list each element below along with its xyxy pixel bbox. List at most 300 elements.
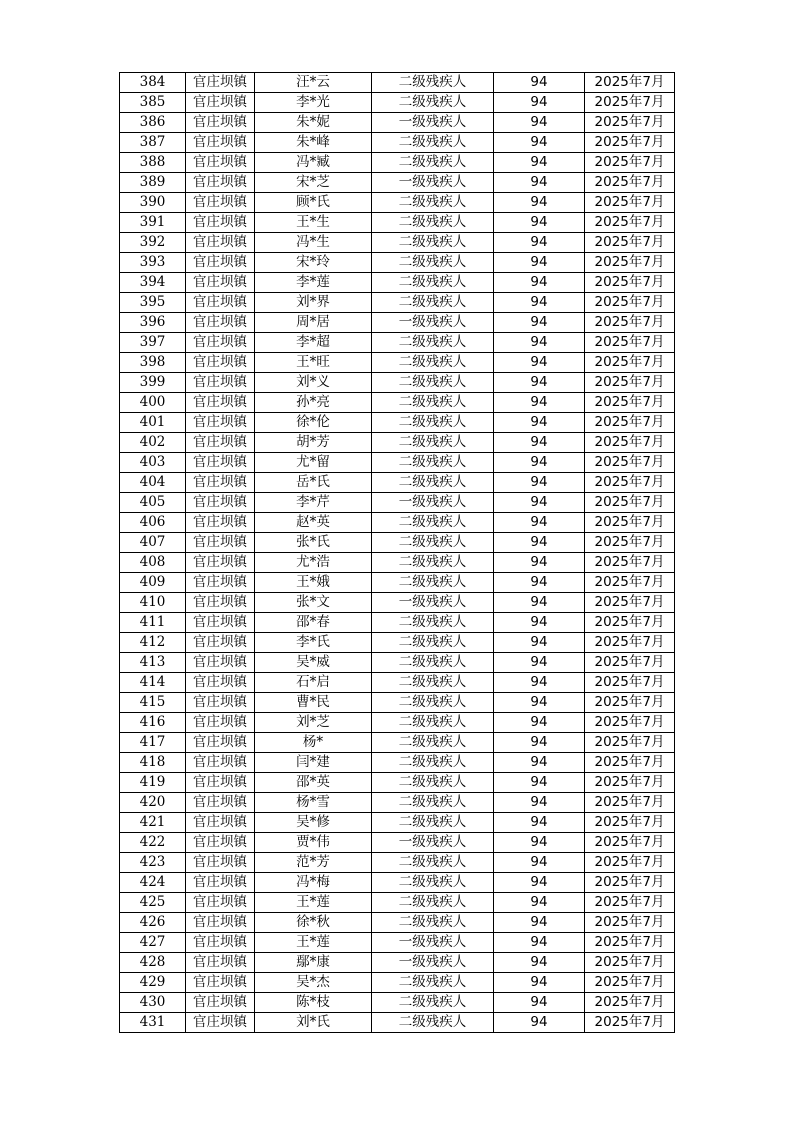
date-cell: 2025年7月 (585, 693, 675, 713)
table-row (120, 813, 675, 833)
table-row (120, 373, 675, 393)
date-cell: 2025年7月 (585, 313, 675, 333)
name-cell: 胡*芳 (255, 433, 372, 453)
table-row (120, 253, 675, 273)
date-cell: 2025年7月 (585, 373, 675, 393)
amount-cell: 94 (494, 173, 585, 193)
table-row (120, 573, 675, 593)
date-cell: 2025年7月 (585, 673, 675, 693)
row-number: 403 (120, 453, 186, 473)
town-cell: 官庄坝镇 (186, 773, 255, 793)
amount-cell: 94 (494, 813, 585, 833)
date-cell: 2025年7月 (585, 753, 675, 773)
roster-table (119, 72, 675, 1033)
amount-cell: 94 (494, 553, 585, 573)
disability-level-cell: 二级残疾人 (372, 453, 494, 473)
town-cell: 官庄坝镇 (186, 213, 255, 233)
name-cell: 王*旺 (255, 353, 372, 373)
name-cell: 徐*伦 (255, 413, 372, 433)
disability-level-cell: 二级残疾人 (372, 553, 494, 573)
date-cell: 2025年7月 (585, 353, 675, 373)
amount-cell: 94 (494, 93, 585, 113)
table-row (120, 693, 675, 713)
table-row (120, 913, 675, 933)
town-cell: 官庄坝镇 (186, 873, 255, 893)
name-cell: 吴*威 (255, 653, 372, 673)
disability-level-cell: 二级残疾人 (372, 433, 494, 453)
amount-cell: 94 (494, 613, 585, 633)
row-number: 430 (120, 993, 186, 1013)
row-number: 390 (120, 193, 186, 213)
disability-level-cell: 二级残疾人 (372, 793, 494, 813)
row-number: 393 (120, 253, 186, 273)
date-cell: 2025年7月 (585, 993, 675, 1013)
date-cell: 2025年7月 (585, 833, 675, 853)
date-cell: 2025年7月 (585, 933, 675, 953)
name-cell: 鄢*康 (255, 953, 372, 973)
date-cell: 2025年7月 (585, 433, 675, 453)
amount-cell: 94 (494, 853, 585, 873)
table-row (120, 153, 675, 173)
name-cell: 陈*枝 (255, 993, 372, 1013)
name-cell: 刘*氏 (255, 1013, 372, 1033)
row-number: 417 (120, 733, 186, 753)
amount-cell: 94 (494, 833, 585, 853)
disability-level-cell: 二级残疾人 (372, 813, 494, 833)
table-row (120, 433, 675, 453)
table-row (120, 93, 675, 113)
name-cell: 石*启 (255, 673, 372, 693)
disability-level-cell: 二级残疾人 (372, 693, 494, 713)
disability-level-cell: 二级残疾人 (372, 913, 494, 933)
disability-level-cell: 二级残疾人 (372, 413, 494, 433)
disability-level-cell: 二级残疾人 (372, 993, 494, 1013)
name-cell: 王*娥 (255, 573, 372, 593)
town-cell: 官庄坝镇 (186, 633, 255, 653)
disability-level-cell: 二级残疾人 (372, 893, 494, 913)
amount-cell: 94 (494, 473, 585, 493)
disability-level-cell: 二级残疾人 (372, 653, 494, 673)
town-cell: 官庄坝镇 (186, 333, 255, 353)
town-cell: 官庄坝镇 (186, 553, 255, 573)
town-cell: 官庄坝镇 (186, 673, 255, 693)
disability-level-cell: 二级残疾人 (372, 293, 494, 313)
disability-level-cell: 二级残疾人 (372, 273, 494, 293)
name-cell: 邵*英 (255, 773, 372, 793)
date-cell: 2025年7月 (585, 873, 675, 893)
row-number: 431 (120, 1013, 186, 1033)
disability-level-cell: 二级残疾人 (372, 233, 494, 253)
town-cell: 官庄坝镇 (186, 573, 255, 593)
disability-level-cell: 二级残疾人 (372, 673, 494, 693)
town-cell: 官庄坝镇 (186, 793, 255, 813)
table-row (120, 133, 675, 153)
amount-cell: 94 (494, 933, 585, 953)
amount-cell: 94 (494, 233, 585, 253)
row-number: 428 (120, 953, 186, 973)
date-cell: 2025年7月 (585, 73, 675, 93)
table-row (120, 553, 675, 573)
town-cell: 官庄坝镇 (186, 693, 255, 713)
town-cell: 官庄坝镇 (186, 853, 255, 873)
table-row (120, 413, 675, 433)
row-number: 402 (120, 433, 186, 453)
town-cell: 官庄坝镇 (186, 813, 255, 833)
table-row (120, 73, 675, 93)
town-cell: 官庄坝镇 (186, 653, 255, 673)
table-row (120, 793, 675, 813)
table-row (120, 313, 675, 333)
name-cell: 李*莲 (255, 273, 372, 293)
amount-cell: 94 (494, 273, 585, 293)
date-cell: 2025年7月 (585, 153, 675, 173)
date-cell: 2025年7月 (585, 953, 675, 973)
disability-level-cell: 一级残疾人 (372, 593, 494, 613)
date-cell: 2025年7月 (585, 813, 675, 833)
disability-level-cell: 二级残疾人 (372, 93, 494, 113)
disability-level-cell: 二级残疾人 (372, 573, 494, 593)
date-cell: 2025年7月 (585, 613, 675, 633)
amount-cell: 94 (494, 413, 585, 433)
amount-cell: 94 (494, 693, 585, 713)
disability-level-cell: 二级残疾人 (372, 213, 494, 233)
name-cell: 闫*建 (255, 753, 372, 773)
table-row (120, 953, 675, 973)
town-cell: 官庄坝镇 (186, 393, 255, 413)
amount-cell: 94 (494, 953, 585, 973)
disability-level-cell: 二级残疾人 (372, 973, 494, 993)
disability-level-cell: 二级残疾人 (372, 513, 494, 533)
amount-cell: 94 (494, 153, 585, 173)
disability-level-cell: 二级残疾人 (372, 153, 494, 173)
disability-level-cell: 二级残疾人 (372, 773, 494, 793)
town-cell: 官庄坝镇 (186, 73, 255, 93)
date-cell: 2025年7月 (585, 333, 675, 353)
table-row (120, 173, 675, 193)
date-cell: 2025年7月 (585, 593, 675, 613)
date-cell: 2025年7月 (585, 173, 675, 193)
name-cell: 周*居 (255, 313, 372, 333)
table-row (120, 533, 675, 553)
table-row (120, 293, 675, 313)
town-cell: 官庄坝镇 (186, 493, 255, 513)
amount-cell: 94 (494, 713, 585, 733)
disability-level-cell: 一级残疾人 (372, 833, 494, 853)
town-cell: 官庄坝镇 (186, 113, 255, 133)
amount-cell: 94 (494, 73, 585, 93)
date-cell: 2025年7月 (585, 453, 675, 473)
row-number: 408 (120, 553, 186, 573)
amount-cell: 94 (494, 433, 585, 453)
town-cell: 官庄坝镇 (186, 233, 255, 253)
disability-level-cell: 一级残疾人 (372, 113, 494, 133)
town-cell: 官庄坝镇 (186, 613, 255, 633)
row-number: 426 (120, 913, 186, 933)
disability-level-cell: 一级残疾人 (372, 313, 494, 333)
disability-level-cell: 一级残疾人 (372, 933, 494, 953)
town-cell: 官庄坝镇 (186, 533, 255, 553)
disability-level-cell: 二级残疾人 (372, 713, 494, 733)
table-row (120, 933, 675, 953)
town-cell: 官庄坝镇 (186, 373, 255, 393)
table-row (120, 973, 675, 993)
date-cell: 2025年7月 (585, 113, 675, 133)
table-row (120, 1013, 675, 1033)
amount-cell: 94 (494, 653, 585, 673)
row-number: 414 (120, 673, 186, 693)
name-cell: 刘*界 (255, 293, 372, 313)
table-row (120, 613, 675, 633)
disability-level-cell: 一级残疾人 (372, 173, 494, 193)
town-cell: 官庄坝镇 (186, 433, 255, 453)
name-cell: 杨* (255, 733, 372, 753)
name-cell: 赵*英 (255, 513, 372, 533)
town-cell: 官庄坝镇 (186, 933, 255, 953)
disability-level-cell: 二级残疾人 (372, 533, 494, 553)
table-row (120, 893, 675, 913)
town-cell: 官庄坝镇 (186, 93, 255, 113)
amount-cell: 94 (494, 253, 585, 273)
disability-level-cell: 二级残疾人 (372, 853, 494, 873)
row-number: 386 (120, 113, 186, 133)
disability-level-cell: 二级残疾人 (372, 473, 494, 493)
name-cell: 岳*氏 (255, 473, 372, 493)
name-cell: 王*莲 (255, 933, 372, 953)
row-number: 410 (120, 593, 186, 613)
amount-cell: 94 (494, 333, 585, 353)
row-number: 427 (120, 933, 186, 953)
date-cell: 2025年7月 (585, 1013, 675, 1033)
date-cell: 2025年7月 (585, 913, 675, 933)
amount-cell: 94 (494, 633, 585, 653)
amount-cell: 94 (494, 533, 585, 553)
date-cell: 2025年7月 (585, 493, 675, 513)
disability-level-cell: 二级残疾人 (372, 873, 494, 893)
amount-cell: 94 (494, 193, 585, 213)
row-number: 413 (120, 653, 186, 673)
name-cell: 冯*梅 (255, 873, 372, 893)
name-cell: 王*莲 (255, 893, 372, 913)
disability-level-cell: 二级残疾人 (372, 333, 494, 353)
town-cell: 官庄坝镇 (186, 713, 255, 733)
row-number: 385 (120, 93, 186, 113)
name-cell: 张*文 (255, 593, 372, 613)
date-cell: 2025年7月 (585, 973, 675, 993)
town-cell: 官庄坝镇 (186, 273, 255, 293)
row-number: 411 (120, 613, 186, 633)
disability-level-cell: 一级残疾人 (372, 493, 494, 513)
table-row (120, 713, 675, 733)
amount-cell: 94 (494, 993, 585, 1013)
row-number: 429 (120, 973, 186, 993)
amount-cell: 94 (494, 373, 585, 393)
row-number: 416 (120, 713, 186, 733)
name-cell: 贾*伟 (255, 833, 372, 853)
table-row (120, 753, 675, 773)
table-row (120, 393, 675, 413)
disability-level-cell: 二级残疾人 (372, 373, 494, 393)
name-cell: 李*超 (255, 333, 372, 353)
date-cell: 2025年7月 (585, 213, 675, 233)
table-row (120, 213, 675, 233)
date-cell: 2025年7月 (585, 653, 675, 673)
town-cell: 官庄坝镇 (186, 973, 255, 993)
date-cell: 2025年7月 (585, 633, 675, 653)
name-cell: 朱*妮 (255, 113, 372, 133)
date-cell: 2025年7月 (585, 393, 675, 413)
table-row (120, 113, 675, 133)
row-number: 401 (120, 413, 186, 433)
row-number: 396 (120, 313, 186, 333)
town-cell: 官庄坝镇 (186, 1013, 255, 1033)
name-cell: 徐*秋 (255, 913, 372, 933)
table-row (120, 833, 675, 853)
table-row (120, 193, 675, 213)
row-number: 425 (120, 893, 186, 913)
amount-cell: 94 (494, 493, 585, 513)
town-cell: 官庄坝镇 (186, 293, 255, 313)
name-cell: 李*芹 (255, 493, 372, 513)
row-number: 409 (120, 573, 186, 593)
row-number: 418 (120, 753, 186, 773)
amount-cell: 94 (494, 393, 585, 413)
date-cell: 2025年7月 (585, 413, 675, 433)
name-cell: 孙*亮 (255, 393, 372, 413)
table-row (120, 353, 675, 373)
row-number: 405 (120, 493, 186, 513)
disability-level-cell: 二级残疾人 (372, 633, 494, 653)
town-cell: 官庄坝镇 (186, 473, 255, 493)
name-cell: 冯*生 (255, 233, 372, 253)
disability-level-cell: 二级残疾人 (372, 353, 494, 373)
table-row (120, 593, 675, 613)
table-row (120, 453, 675, 473)
town-cell: 官庄坝镇 (186, 953, 255, 973)
town-cell: 官庄坝镇 (186, 193, 255, 213)
row-number: 419 (120, 773, 186, 793)
date-cell: 2025年7月 (585, 93, 675, 113)
disability-level-cell: 二级残疾人 (372, 73, 494, 93)
date-cell: 2025年7月 (585, 573, 675, 593)
disability-level-cell: 二级残疾人 (372, 613, 494, 633)
disability-level-cell: 二级残疾人 (372, 193, 494, 213)
row-number: 407 (120, 533, 186, 553)
disability-level-cell: 二级残疾人 (372, 133, 494, 153)
amount-cell: 94 (494, 293, 585, 313)
table-row (120, 473, 675, 493)
name-cell: 冯*臧 (255, 153, 372, 173)
row-number: 404 (120, 473, 186, 493)
amount-cell: 94 (494, 353, 585, 373)
table-row (120, 873, 675, 893)
roster-body (120, 73, 675, 1033)
date-cell: 2025年7月 (585, 273, 675, 293)
amount-cell: 94 (494, 513, 585, 533)
town-cell: 官庄坝镇 (186, 893, 255, 913)
name-cell: 刘*芝 (255, 713, 372, 733)
disability-level-cell: 二级残疾人 (372, 393, 494, 413)
disability-level-cell: 二级残疾人 (372, 733, 494, 753)
amount-cell: 94 (494, 753, 585, 773)
amount-cell: 94 (494, 913, 585, 933)
amount-cell: 94 (494, 453, 585, 473)
town-cell: 官庄坝镇 (186, 413, 255, 433)
name-cell: 吴*修 (255, 813, 372, 833)
town-cell: 官庄坝镇 (186, 313, 255, 333)
table-row (120, 673, 675, 693)
row-number: 392 (120, 233, 186, 253)
amount-cell: 94 (494, 593, 585, 613)
name-cell: 杨*雪 (255, 793, 372, 813)
table-row (120, 493, 675, 513)
date-cell: 2025年7月 (585, 473, 675, 493)
amount-cell: 94 (494, 1013, 585, 1033)
disability-level-cell: 二级残疾人 (372, 753, 494, 773)
name-cell: 王*生 (255, 213, 372, 233)
town-cell: 官庄坝镇 (186, 133, 255, 153)
amount-cell: 94 (494, 733, 585, 753)
table-row (120, 993, 675, 1013)
row-number: 388 (120, 153, 186, 173)
date-cell: 2025年7月 (585, 293, 675, 313)
name-cell: 宋*芝 (255, 173, 372, 193)
row-number: 384 (120, 73, 186, 93)
date-cell: 2025年7月 (585, 853, 675, 873)
row-number: 423 (120, 853, 186, 873)
amount-cell: 94 (494, 793, 585, 813)
row-number: 420 (120, 793, 186, 813)
amount-cell: 94 (494, 313, 585, 333)
table-row (120, 853, 675, 873)
town-cell: 官庄坝镇 (186, 753, 255, 773)
date-cell: 2025年7月 (585, 713, 675, 733)
town-cell: 官庄坝镇 (186, 453, 255, 473)
name-cell: 顾*氏 (255, 193, 372, 213)
town-cell: 官庄坝镇 (186, 513, 255, 533)
name-cell: 范*芳 (255, 853, 372, 873)
town-cell: 官庄坝镇 (186, 733, 255, 753)
town-cell: 官庄坝镇 (186, 173, 255, 193)
amount-cell: 94 (494, 133, 585, 153)
date-cell: 2025年7月 (585, 533, 675, 553)
disability-level-cell: 一级残疾人 (372, 953, 494, 973)
table-row (120, 513, 675, 533)
row-number: 421 (120, 813, 186, 833)
town-cell: 官庄坝镇 (186, 913, 255, 933)
name-cell: 李*光 (255, 93, 372, 113)
row-number: 400 (120, 393, 186, 413)
name-cell: 张*氏 (255, 533, 372, 553)
town-cell: 官庄坝镇 (186, 153, 255, 173)
name-cell: 曹*民 (255, 693, 372, 713)
row-number: 389 (120, 173, 186, 193)
town-cell: 官庄坝镇 (186, 253, 255, 273)
row-number: 415 (120, 693, 186, 713)
row-number: 387 (120, 133, 186, 153)
name-cell: 汪*云 (255, 73, 372, 93)
amount-cell: 94 (494, 873, 585, 893)
table-row (120, 273, 675, 293)
row-number: 422 (120, 833, 186, 853)
date-cell: 2025年7月 (585, 733, 675, 753)
name-cell: 吴*杰 (255, 973, 372, 993)
amount-cell: 94 (494, 113, 585, 133)
date-cell: 2025年7月 (585, 553, 675, 573)
table-row (120, 733, 675, 753)
table-row (120, 233, 675, 253)
disability-level-cell: 二级残疾人 (372, 253, 494, 273)
name-cell: 刘*义 (255, 373, 372, 393)
